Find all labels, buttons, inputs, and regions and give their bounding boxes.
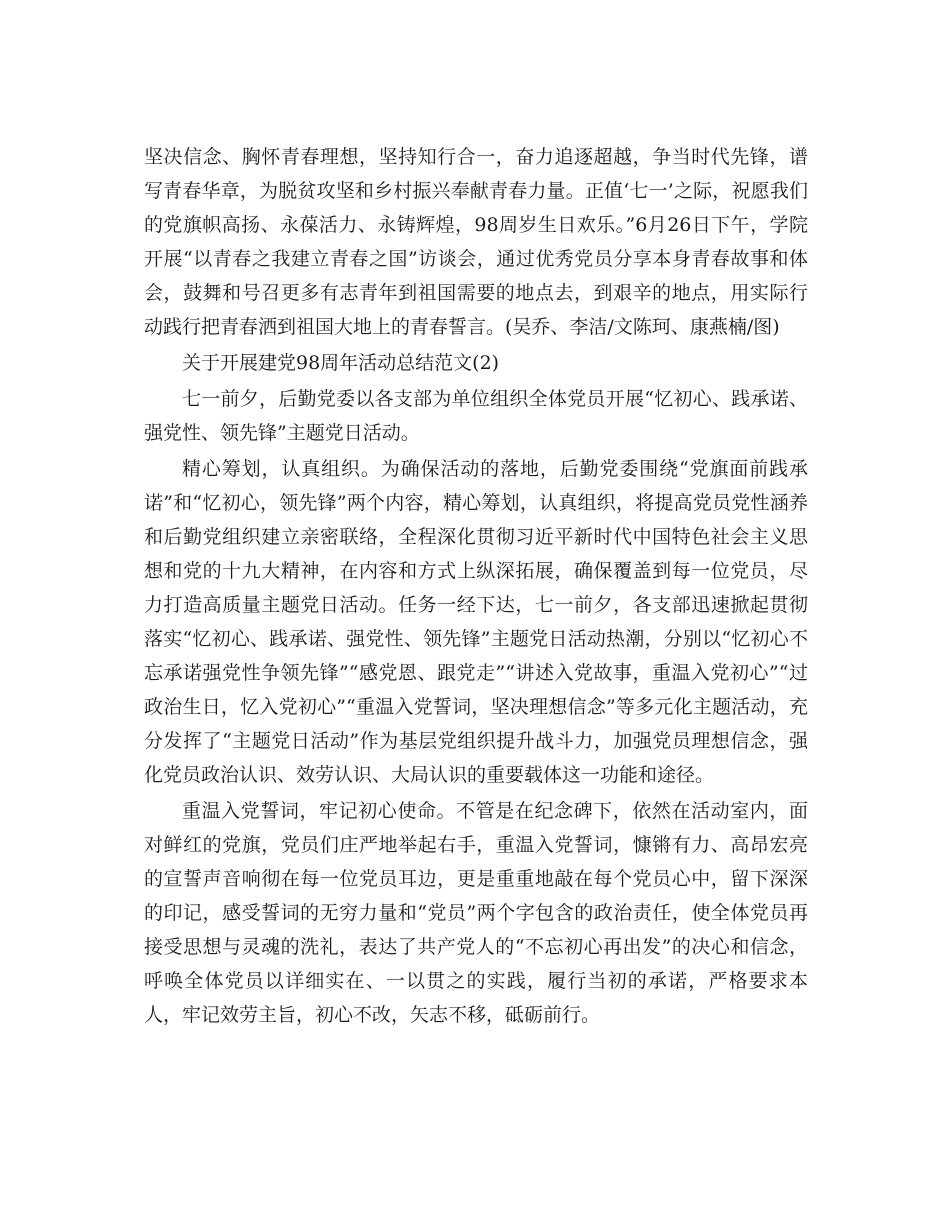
paragraph-oath: 重温入党誓词，牢记初心使命。不管是在纪念碑下，依然在活动室内，面对鲜红的党旗，党员们庄严地举起右手，重温入党誓词，慷锵有力、高昂宏亮的宣誓声音响彻在每一位党员耳边，更是重重地敲在每个党员心中，留下深深的印记，感受誓词的无穷力量和“党员”两个字包含的政治责任，使全体党员再接受思想与灵魂的洗礼，表达了共产党人的“不忘初心再出发”的决心和信念，呼唤全体党员以详细实在、一以贯之的实践，履行当初的承诺，严格要求本人，牢记效劳主旨，初心不改，矢志不移，砥砺前行。 [144, 800, 808, 1026]
section-heading: 关于开展建党98周年活动总结范文(2) [182, 352, 500, 374]
paragraph-planning: 精心筹划，认真组织。为确保活动的落地，后勤党委围绕“党旗面前践承诺”和“忆初心，领先锋”两个内容，精心筹划，认真组织，将提高党员党性涵养和后勤党组织建立亲密联络，全程深化贯彻习近平新时代中国特色社会主义思想和党的十九大精神，在内容和方式上纵深拓展，确保覆盖到每一位党员，尽力打造高质量主题党日活动。任务一经下达，七一前夕，各支部迅速掀起贯彻落实“忆初心、践承诺、强党性、领先锋”主题党日活动热潮，分别以“忆初心不忘承诺强党性争领先锋”“感党恩、跟党走”“讲述入党故事，重温入党初心”“过政治生日，忆入党初心”“重温入党誓词，坚决理想信念”等多元化主题活动，充分发挥了“主题党日活动”作为基层党组织提升战斗力，加强党员理想信念，强化党员政治认识、效劳认识、大局认识的重要载体这一功能和途径。 [144, 458, 808, 786]
document-body [144, 140, 808, 1034]
paragraph-continued-text: 坚决信念、胸怀青春理想，坚持知行合一，奋力追逐超越，争当时代先锋，谱写青春华章，为脱贫攻坚和乡村振兴奉献青春力量。正值‘七一’之际，祝愿我们的党旗帜高扬、永葆活力、永铸辉煌，98周岁生日欢乐。”6月26日下午，学院开展“以青春之我建立青春之国”访谈会，通过优秀党员分享本身青春故事和体会，鼓舞和号召更多有志青年到祖国需要的地点去，到艰辛的地点，用实际行动践行把青春洒到祖国大地上的青春誓言。(吴乔、李洁/文陈珂、康燕楠/图) [144, 146, 808, 338]
paragraph-intro: 七一前夕，后勤党委以各支部为单位组织全体党员开展“忆初心、践承诺、强党性、领先锋”主题党日活动。 [144, 388, 808, 444]
